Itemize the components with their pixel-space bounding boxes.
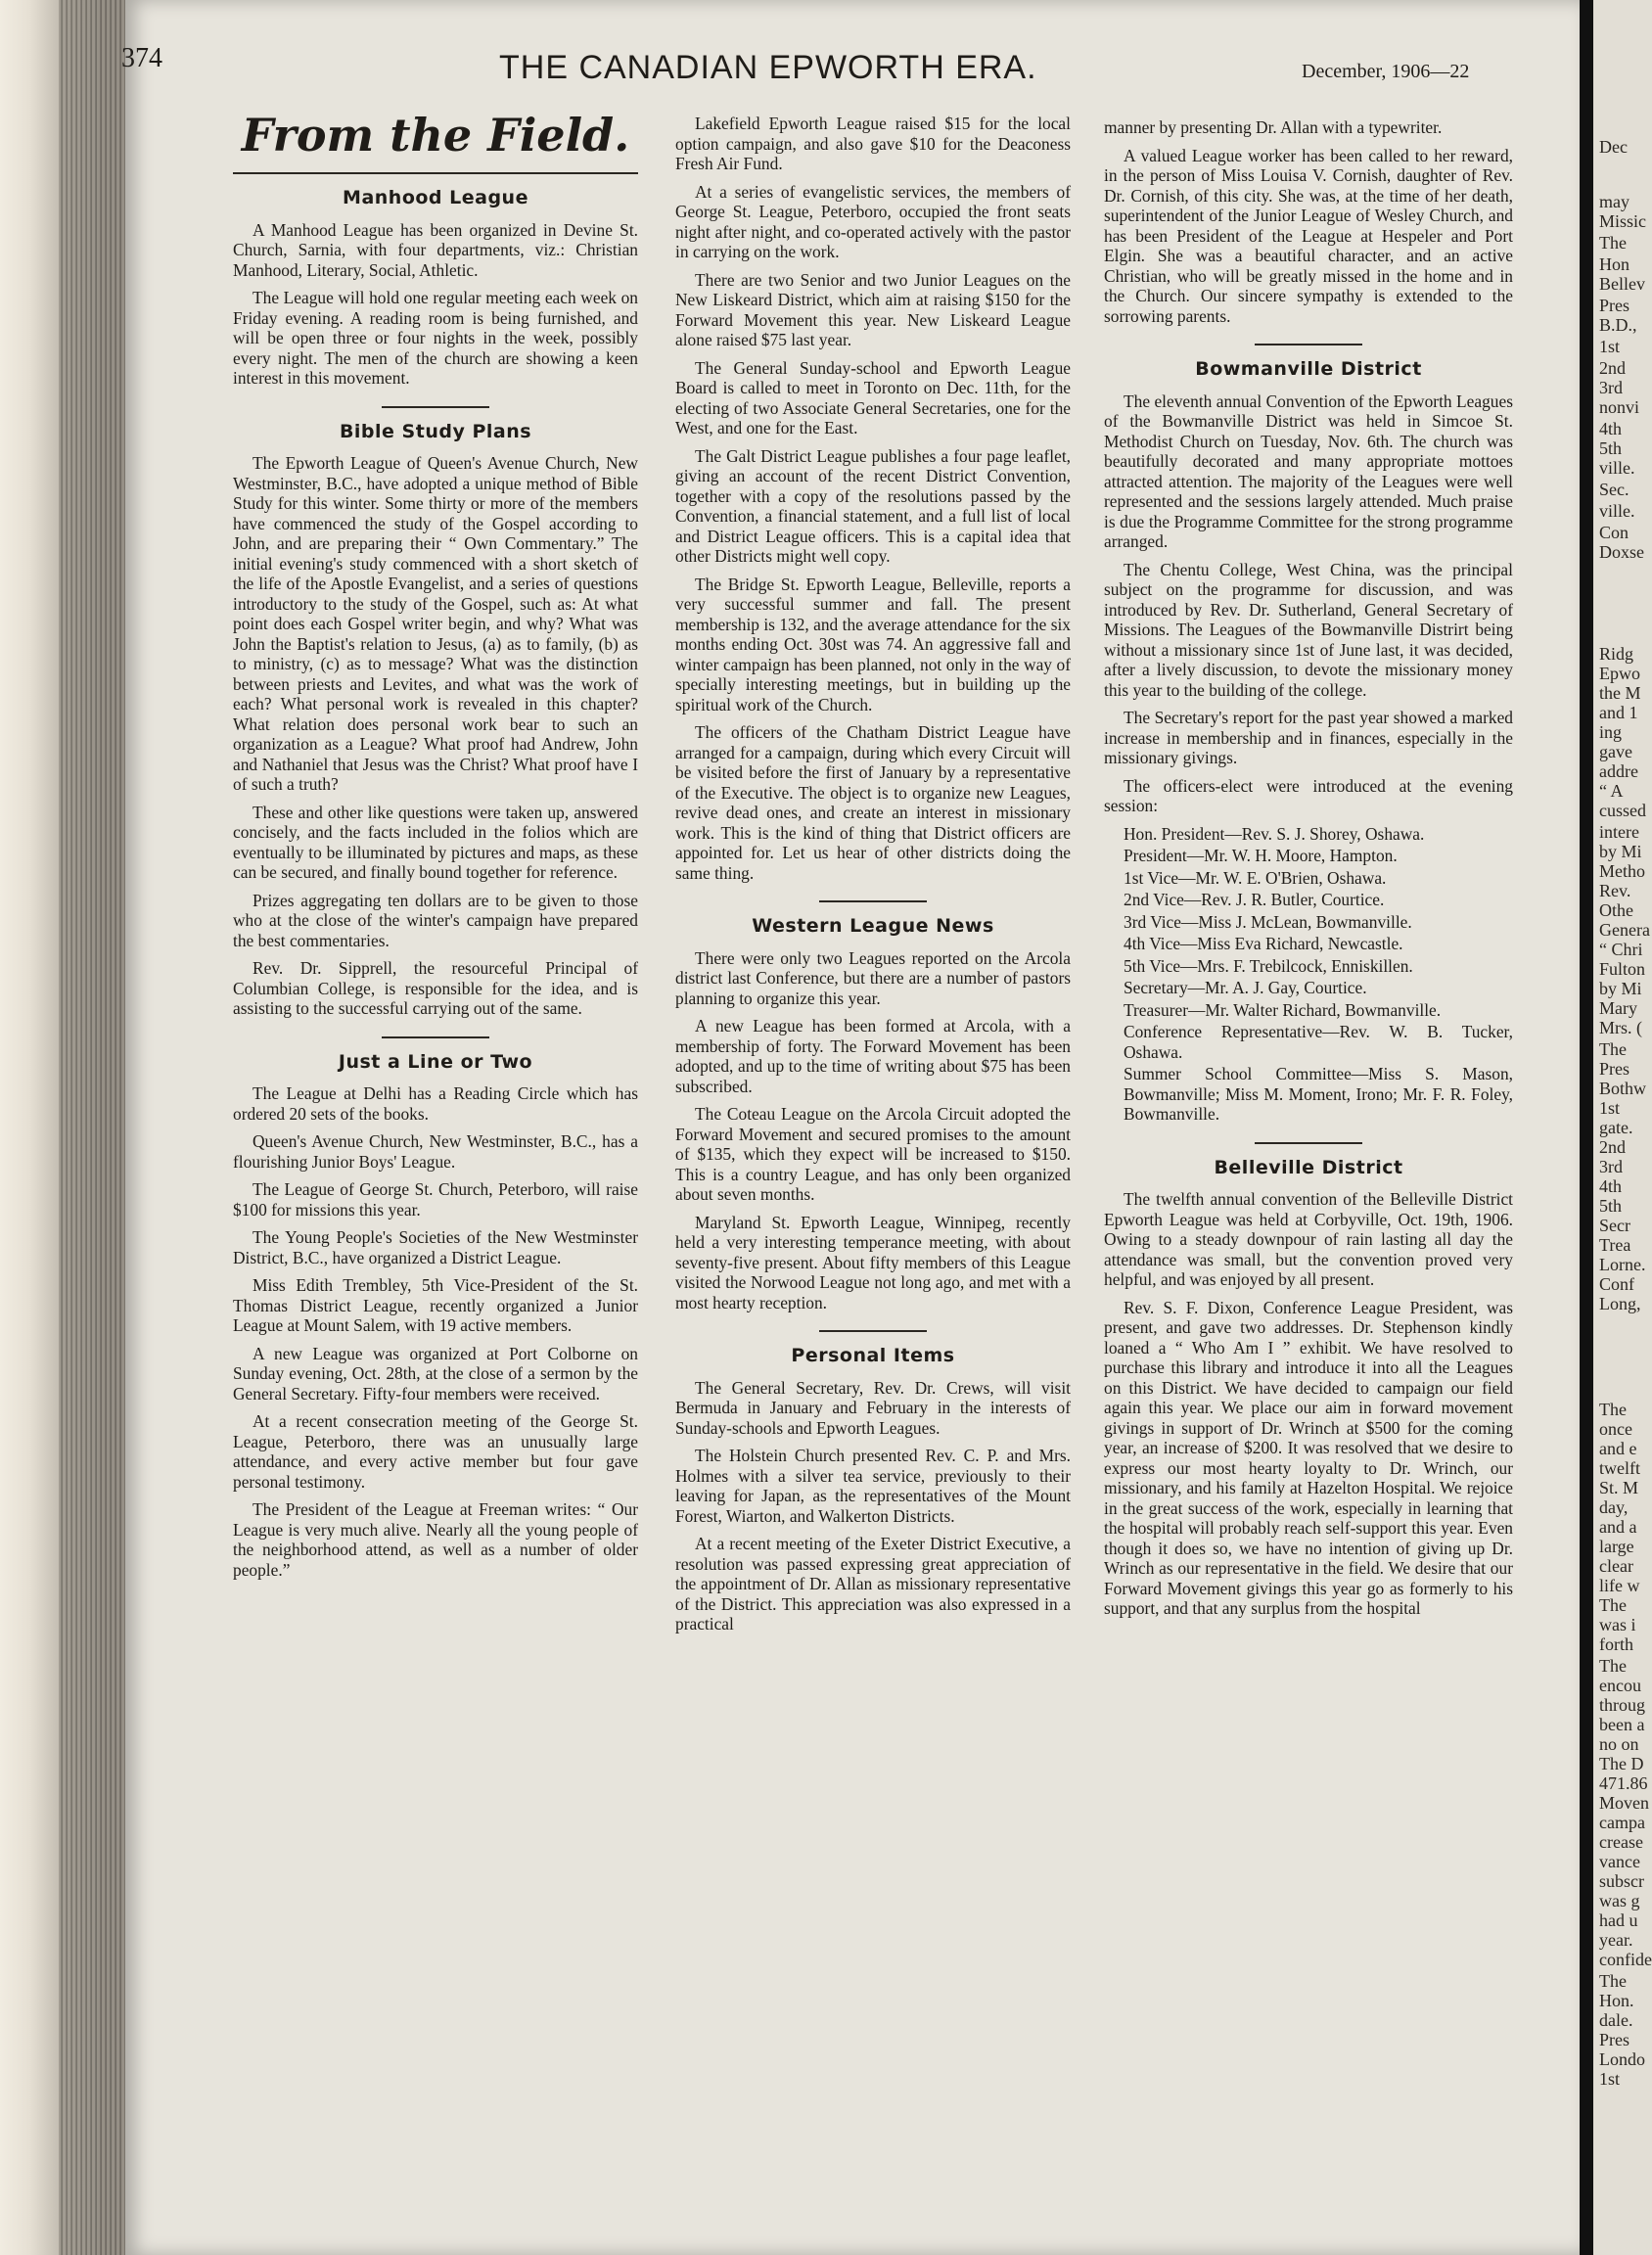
fragment-text: and e bbox=[1599, 1439, 1637, 1458]
paragraph: Queen's Avenue Church, New Westminster, B.C., has a flourishing Junior Boys' League. bbox=[233, 1131, 638, 1172]
paragraph: The President of the League at Freeman writes: “ Our League is very much alive. Nearly all the young people of the neighborhood attend, as well as a number of older people.” bbox=[233, 1499, 638, 1580]
fragment-text: The bbox=[1599, 1971, 1627, 1991]
paragraph: The Epworth League of Queen's Avenue Church, New Westminster, B.C., have adopted a unique method of Bible Study for this winter. Some thirty or more of the members have commenced the study of the Gospel according to John, and are preparing their “ Own Commentary.” The initial evening's study commenced with a short sketch of the life of the Apostle Evangelist, and a series of questions introductory to the study of the Gospel, such as: At what point does each Gospel writer begin, and why? What was John the Baptist's relation to Jesus, (a) as to family, (b) as to ministry, (c) as to message? What was the distinction between priests and Levites, and what was the work of each? What personal work is revealed in this chapter? What relation does personal work bear to such an organization as a League? What proof had Andrew, John and Nathaniel that Jesus was the Christ? What proof have I of such a truth? bbox=[233, 453, 638, 794]
fragment-text: and 1 bbox=[1599, 703, 1638, 722]
masthead-rule bbox=[233, 172, 638, 174]
fragment-text: Conf bbox=[1599, 1274, 1634, 1294]
paragraph: These and other like questions were taken up, answered concisely, and the facts included in the folios which are eventually to be illuminated by pictures and maps, as these can be secured, and finally bound together for reference. bbox=[233, 802, 638, 882]
fragment-text: confide bbox=[1599, 1950, 1652, 1969]
paragraph: Prizes aggregating ten dollars are to be given to those who at the close of the winter's campaign have prepared the best commentaries. bbox=[233, 890, 638, 950]
fragment-text: “ Chri bbox=[1599, 940, 1643, 959]
fragment-text: Hon bbox=[1599, 254, 1629, 274]
fragment-text: was i bbox=[1599, 1615, 1636, 1634]
paragraph: Miss Edith Trembley, 5th Vice-President of the St. Thomas District League, recently organized a Junior League at Mount Salem, with 19 active members. bbox=[233, 1275, 638, 1335]
officer-entry: Secretary—Mr. A. J. Gay, Courtice. bbox=[1124, 978, 1367, 997]
heading-belleville-district: Belleville District bbox=[1214, 1156, 1403, 1178]
fragment-text: intere bbox=[1599, 822, 1639, 842]
paragraph: At a recent consecration meeting of the George St. League, Peterboro, there was an unusually large attendance, and every active member but four gave personal testimony. bbox=[233, 1411, 638, 1492]
fragment-text: Moven bbox=[1599, 1793, 1649, 1813]
fragment-text: The bbox=[1599, 1400, 1627, 1419]
officer-entry: Summer School Committee—Miss S. Mason, Bowmanville; Miss M. Moment, Irono; Mr. F. R. Foley, Bowmanville. bbox=[1124, 1064, 1513, 1124]
fragment-text: throug bbox=[1599, 1695, 1645, 1715]
paragraph: The League will hold one regular meeting each week on Friday evening. A reading room is being furnished, and will be open three or four nights in the week, possibly every night. The men of the church are showing a keen interest in this movement. bbox=[233, 288, 638, 388]
fragment-text: was g bbox=[1599, 1891, 1640, 1910]
fragment-text: and a bbox=[1599, 1517, 1637, 1537]
column-3 bbox=[1104, 117, 1513, 1627]
officer-entry: President—Mr. W. H. Moore, Hampton. bbox=[1124, 846, 1398, 865]
page-gutter bbox=[1580, 0, 1593, 2255]
fragment-text: Con bbox=[1599, 523, 1629, 542]
fragment-text: Pres bbox=[1599, 296, 1629, 315]
officer-entry: 1st Vice—Mr. W. E. O'Brien, Oshawa. bbox=[1124, 867, 1387, 888]
fragment-text: Rev. bbox=[1599, 881, 1631, 900]
fragment-text: crease bbox=[1599, 1832, 1643, 1852]
section-masthead: From the Field. bbox=[241, 109, 630, 161]
paragraph: Lakefield Epworth League raised $15 for the local option campaign, and also gave $10 for the Deaconess Fresh Air Fund. bbox=[675, 114, 1071, 173]
fragment-text: by Mi bbox=[1599, 842, 1642, 861]
paragraph: A new League was organized at Port Colborne on Sunday evening, Oct. 28th, at the close of a sermon by the General Secretary. Fifty-four members were received. bbox=[233, 1343, 638, 1404]
officer-entry: Hon. President—Rev. S. J. Shorey, Oshawa. bbox=[1124, 823, 1425, 844]
officers-list bbox=[1104, 824, 1513, 1125]
fragment-text: encou bbox=[1599, 1676, 1641, 1695]
officer-entry: 4th Vice—Miss Eva Richard, Newcastle. bbox=[1124, 934, 1403, 953]
fragment-text: 4th bbox=[1599, 419, 1623, 438]
fragment-text: Metho bbox=[1599, 861, 1645, 881]
paragraph: Maryland St. Epworth League, Winnipeg, recently held a very interesting temperance meeting, with about seventy-five present. About fifty members of this League visited the Norwood League not long ago, and met with a most hearty reception. bbox=[675, 1212, 1071, 1312]
fragment-text: gate. bbox=[1599, 1118, 1633, 1137]
fragment-text: Mrs. ( bbox=[1599, 1018, 1642, 1037]
fragment-text: 1st bbox=[1599, 1098, 1621, 1118]
fragment-text: Long, bbox=[1599, 1294, 1641, 1313]
fragment-text: Dec bbox=[1599, 137, 1628, 157]
fragment-text: 5th bbox=[1599, 438, 1623, 458]
fragment-text: The bbox=[1599, 1656, 1627, 1676]
officer-entry: 3rd Vice—Miss J. McLean, Bowmanville. bbox=[1124, 911, 1412, 932]
paragraph: There are two Senior and two Junior Leagues on the New Liskeard District, which aim at raising $150 for the Forward Movement this year. New Liskeard League alone raised $75 last year. bbox=[675, 269, 1071, 349]
fragment-text: year. bbox=[1599, 1930, 1633, 1950]
paragraph: The General Sunday-school and Epworth League Board is called to meet in Toronto on Dec. 11th, for the electing of two Associate General Secretaries, one for the West, and one for the East. bbox=[675, 357, 1071, 437]
fragment-text: Epwo bbox=[1599, 664, 1640, 683]
fragment-text: Bellev bbox=[1599, 274, 1645, 294]
heading-just-a-line: Just a Line or Two bbox=[338, 1050, 533, 1073]
paragraph: The Galt District League publishes a four page leaflet, giving an account of the recent District Convention, together with a copy of the resolutions passed by the Convention, a financial statement, and a full list of local and District League officers. This is a capital idea that other Districts might well copy. bbox=[675, 445, 1071, 566]
fragment-text: Sec. bbox=[1599, 480, 1629, 499]
running-title: THE CANADIAN EPWORTH ERA. bbox=[499, 49, 1037, 86]
section-divider bbox=[382, 406, 489, 408]
fragment-text: Missic bbox=[1599, 211, 1647, 231]
fragment-text: Pres bbox=[1599, 1059, 1629, 1079]
fragment-text: Fulton bbox=[1599, 959, 1646, 979]
section-divider bbox=[382, 1036, 489, 1038]
fragment-text: by Mi bbox=[1599, 979, 1642, 998]
issue-date: December, 1906—22 bbox=[1302, 61, 1470, 82]
officer-entry: 2nd Vice—Rev. J. R. Butler, Courtice. bbox=[1124, 890, 1385, 909]
fragment-text: twelft bbox=[1599, 1458, 1640, 1478]
section-divider bbox=[819, 1330, 927, 1332]
paragraph: The Chentu College, West China, was the principal subject on the programme for discussion, and was introduced by Rev. Dr. Sutherland, General Secretary of Missions. The Leagues of the Bowmanville Distrirt being without a missionary since 1st of June last, it was decided, after a lively discussion, to devote the missionary money this year to the building of the college. bbox=[1104, 559, 1513, 700]
fragment-text: 3rd bbox=[1599, 378, 1623, 397]
section-divider bbox=[1255, 1142, 1362, 1144]
fragment-text: 471.86 bbox=[1599, 1773, 1648, 1793]
paragraph: The Secretary's report for the past year showed a marked increase in membership and in finances, especially in the missionary givings. bbox=[1104, 708, 1513, 767]
fragment-text: Hon. bbox=[1599, 1991, 1634, 2010]
fragment-text: Pres bbox=[1599, 2030, 1629, 2049]
fragment-text: ville. bbox=[1599, 501, 1635, 521]
paragraph: The Young People's Societies of the New Westminster District, B.C., have organized a District League. bbox=[233, 1227, 638, 1267]
fragment-text: The bbox=[1599, 233, 1627, 253]
fragment-text: Mary bbox=[1599, 998, 1637, 1018]
paragraph: The General Secretary, Rev. Dr. Crews, will visit Bermuda in January and February in the interests of Sunday-schools and Epworth Leagues. bbox=[675, 1377, 1071, 1438]
fragment-text: large bbox=[1599, 1537, 1634, 1556]
fragment-text: Doxse bbox=[1599, 542, 1644, 562]
fragment-text: the M bbox=[1599, 683, 1641, 703]
paragraph: manner by presenting Dr. Allan with a typewriter. bbox=[1104, 117, 1443, 137]
paragraph: A Manhood League has been organized in Devine St. Church, Sarnia, with four departments, viz.: Christian Manhood, Literary, Social, Athletic. bbox=[233, 219, 638, 280]
fragment-text: “ A bbox=[1599, 781, 1624, 801]
fragment-text: dale. bbox=[1599, 2010, 1633, 2030]
fragment-text: no on bbox=[1599, 1734, 1639, 1754]
fragment-text: Londo bbox=[1599, 2049, 1645, 2069]
fragment-text: ing bbox=[1599, 722, 1623, 742]
fragment-text: Othe bbox=[1599, 900, 1633, 920]
paragraph: A valued League worker has been called to her reward, in the person of Miss Louisa V. Cornish, daughter of Rev. Dr. Cornish, of this city. She was, at the time of her death, superintendent of the Junior League of Wesley Church, and has been President of the League at Hespeler and Port Elgin. She was a beautiful character, and an active Christian, who will be greatly missed in the home and in the Church. Our sincere sympathy is extended to the sorrowing parents. bbox=[1104, 145, 1513, 326]
section-divider bbox=[1255, 344, 1362, 345]
section-divider bbox=[819, 900, 927, 902]
fragment-text: 4th bbox=[1599, 1176, 1623, 1196]
fragment-text: 2nd bbox=[1599, 358, 1626, 378]
fragment-text: day, bbox=[1599, 1497, 1629, 1517]
heading-personal-items: Personal Items bbox=[791, 1345, 955, 1366]
column-2 bbox=[675, 114, 1071, 1642]
fragment-text: had u bbox=[1599, 1910, 1638, 1930]
paragraph: The League at Delhi has a Reading Circle which has ordered 20 sets of the books. bbox=[233, 1083, 638, 1124]
fragment-text: Trea bbox=[1599, 1235, 1631, 1255]
paragraph: The Holstein Church presented Rev. C. P. and Mrs. Holmes with a silver tea service, previously to their leaving for Japan, as the representatives of the Mount Forest, Wiarton, and Walkerton Districts. bbox=[675, 1446, 1071, 1526]
fragment-text: 3rd bbox=[1599, 1157, 1623, 1176]
facing-page-fragment bbox=[1593, 0, 1652, 2255]
paragraph: The officers-elect were introduced at the evening session: bbox=[1104, 775, 1513, 815]
page-edges bbox=[59, 0, 127, 2255]
paragraph: The eleventh annual Convention of the Epworth Leagues of the Bowmanville District was held in Simcoe St. Methodist Church on Tuesday, Nov. 6th. The church was beautifully decorated and many appropriate mottoes attracted attention. The majority of the Leagues were well represented and the sessions largely attended. Much praise is due the Programme Committee for the strong programme arranged. bbox=[1104, 391, 1513, 551]
paragraph: There were only two Leagues reported on the Arcola district last Conference, but there are a number of pastors planning to organize this year. bbox=[675, 947, 1071, 1008]
fragment-text: 1st bbox=[1599, 337, 1621, 356]
paragraph: The Bridge St. Epworth League, Belleville, reports a very successful summer and fall. The present membership is 132, and the average attendance for the six months ending Oct. 30st was 74. An aggressive fall and winter campaign has been planned, not only in the way of specially interesting meetings, but in building up the spiritual work of the Church. bbox=[675, 574, 1071, 714]
heading-western-league-news: Western League News bbox=[752, 915, 994, 937]
fragment-text: ville. bbox=[1599, 458, 1635, 478]
officer-entry: Treasurer—Mr. Walter Richard, Bowmanville. bbox=[1124, 999, 1442, 1020]
page-number: 374 bbox=[121, 43, 162, 73]
paragraph: A new League has been formed at Arcola, with a membership of forty. The Forward Movement has been adopted, and up to the time of writing about $75 has been subscribed. bbox=[675, 1016, 1071, 1096]
officer-entry: Conference Representative—Rev. W. B. Tucker, Oshawa. bbox=[1124, 1022, 1513, 1062]
fragment-text: vance bbox=[1599, 1852, 1640, 1871]
fragment-text: subscr bbox=[1599, 1871, 1644, 1891]
fragment-text: Bothw bbox=[1599, 1079, 1647, 1098]
fragment-text: B.D., bbox=[1599, 315, 1637, 335]
fragment-text: life w bbox=[1599, 1576, 1640, 1595]
paragraph: At a recent meeting of the Exeter District Executive, a resolution was passed expressing great appreciation of the appointment of Dr. Allan as missionary representative of the District. This appreciation was also expressed in a practical bbox=[675, 1534, 1071, 1634]
fragment-text: been a bbox=[1599, 1715, 1645, 1734]
fragment-text: Genera bbox=[1599, 920, 1650, 940]
fragment-text: addre bbox=[1599, 761, 1638, 781]
fragment-text: Secr bbox=[1599, 1216, 1630, 1235]
fragment-text: once bbox=[1599, 1419, 1632, 1439]
fragment-text: forth bbox=[1599, 1634, 1633, 1654]
paragraph: The Coteau League on the Arcola Circuit adopted the Forward Movement and secured promises to the amount of $135, which they expect will be increased to $150. This is a country League, and has only been organized about seven months. bbox=[675, 1104, 1071, 1204]
heading-bible-study-plans: Bible Study Plans bbox=[339, 420, 532, 442]
fragment-text: campa bbox=[1599, 1813, 1645, 1832]
heading-bowmanville-district: Bowmanville District bbox=[1195, 358, 1422, 380]
paragraph: The officers of the Chatham District League have arranged for a campaign, during which every Circuit will be visited before the first of January by a representative of the Executive. The object is to organize new Leagues, revive dead ones, and create an interest in missionary work. This is the kind of thing that District officers are appointed for. Let us hear of other districts doing the same thing. bbox=[675, 722, 1071, 883]
paragraph: The League of George St. Church, Peterboro, will raise $100 for missions this year. bbox=[233, 1179, 638, 1220]
column-1 bbox=[233, 108, 638, 1588]
fragment-text: 5th bbox=[1599, 1196, 1623, 1216]
fragment-text: clear bbox=[1599, 1556, 1633, 1576]
paragraph: The twelfth annual convention of the Belleville District Epworth League was held at Corbyville, Oct. 19th, 1906. Owing to a steady downpour of rain lasting all day the attendance was small, but the convention proved very helpful, and was enjoyed by all present. bbox=[1104, 1189, 1513, 1289]
fragment-text: Lorne. bbox=[1599, 1255, 1646, 1274]
fragment-text: 2nd bbox=[1599, 1137, 1626, 1157]
fragment-text: nonvi bbox=[1599, 397, 1640, 417]
fragment-text: Ridg bbox=[1599, 644, 1634, 664]
fragment-text: St. M bbox=[1599, 1478, 1639, 1497]
fragment-text: may bbox=[1599, 192, 1629, 211]
officer-entry: 5th Vice—Mrs. F. Trebilcock, Enniskillen. bbox=[1124, 955, 1413, 976]
fragment-text: The bbox=[1599, 1039, 1627, 1059]
fragment-text: cussed bbox=[1599, 801, 1646, 820]
paragraph: Rev. Dr. Sipprell, the resourceful Principal of Columbian College, is responsible for the idea, and is assisting to the successful carrying out of the same. bbox=[233, 958, 638, 1018]
paragraph: Rev. S. F. Dixon, Conference League President, was present, and gave two addresses. Dr. Stephenson kindly loaned a “ Who Am I ” exhibit. We have resolved to purchase this library and introduce it into all the Leagues on this District. We have decided to campaign our field again this year. We place our aim in forward movement givings in support of Dr. Wrinch at $500 for the coming year, an increase of $200. It was resolved that we desire to express our most hearty loyalty to Dr. Wrinch, our missionary, and his family at Hazelton Hospital. We rejoice in the great success of the work, especially in learning that the hospital will probably reach self-support this year. Even though it does so, we have no intention of giving up Dr. Wrinch as our representative in the field. We desire that our Forward Movement givings this year go as formerly to his support, and that any surplus from the hospital bbox=[1104, 1297, 1513, 1618]
paragraph: At a series of evangelistic services, the members of George St. League, Peterboro, occupied the front seats night after night, and co-operated actively with the pastor in carrying on the work. bbox=[675, 181, 1071, 261]
fragment-text: gave bbox=[1599, 742, 1632, 761]
fragment-text: 1st bbox=[1599, 2069, 1621, 2089]
fragment-text: The bbox=[1599, 1595, 1627, 1615]
heading-manhood-league: Manhood League bbox=[343, 187, 528, 208]
fragment-text: The D bbox=[1599, 1754, 1644, 1773]
